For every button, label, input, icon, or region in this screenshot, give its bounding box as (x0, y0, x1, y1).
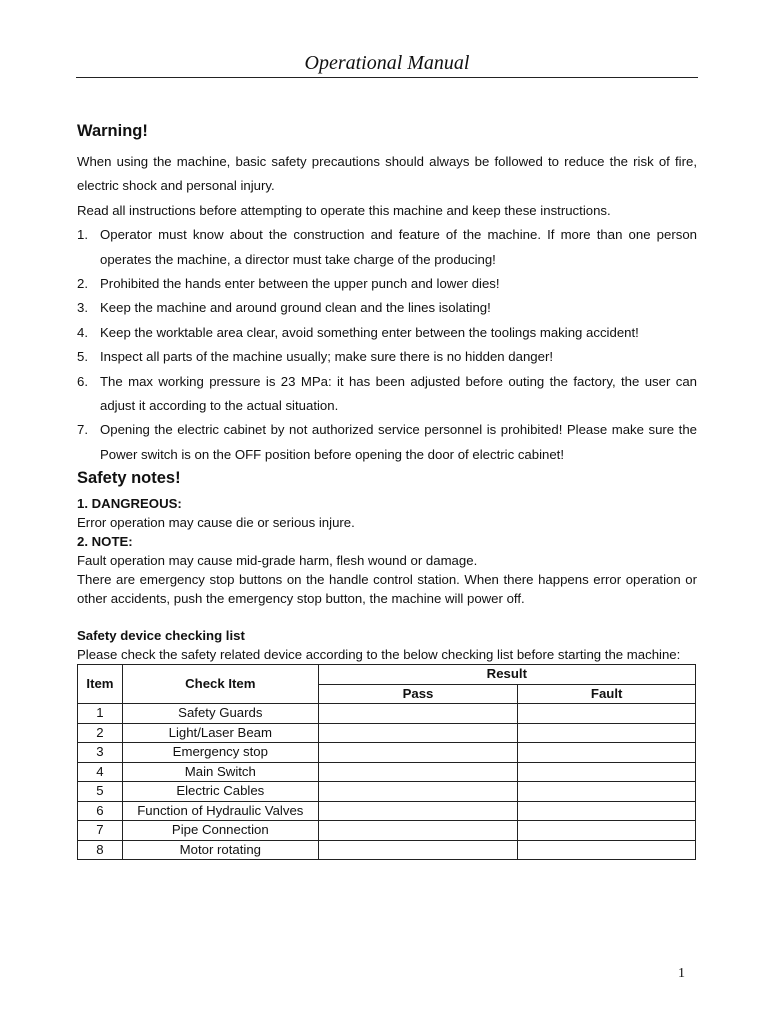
table-row: 1 Safety Guards (78, 704, 696, 724)
pass-cell[interactable] (318, 821, 518, 841)
checklist-heading: Safety device checking list (77, 628, 245, 644)
table-row: 3 Emergency stop (78, 743, 696, 763)
safety-checklist-table (77, 664, 696, 860)
list-item: 1. Operator must know about the construction and feature of the machine. If more than one person operates the machine, a director must take charge of the producing! (77, 227, 697, 267)
fault-cell[interactable] (518, 840, 696, 860)
emergency-stop-text: There are emergency stop buttons on the handle control station. When there happens error operation or other accidents, push the emergency stop button, the machine will power off. (77, 572, 697, 607)
checklist-intro: Please check the safety related device according to the below checking list before starting the machine: (77, 647, 681, 663)
list-item: 7. Opening the electric cabinet by not authorized service personnel is prohibited! Please make sure the Power switch is on the OFF position before opening the door of electric cabinet! (77, 422, 697, 462)
table-row: 7 Pipe Connection (78, 821, 696, 841)
list-item: 3. Keep the machine and around ground clean and the lines isolating! (77, 300, 491, 316)
dangerous-label: 1. DANGREOUS: (77, 496, 182, 512)
dangerous-text: Error operation may cause die or serious injure. (77, 515, 355, 531)
pass-cell[interactable] (318, 723, 518, 743)
header-fault: Fault (518, 684, 696, 704)
warning-intro-2: Read all instructions before attempting to operate this machine and keep these instructions. (77, 202, 611, 218)
fault-cell[interactable] (518, 821, 696, 841)
pass-cell[interactable] (318, 801, 518, 821)
list-item: 2. Prohibited the hands enter between the upper punch and lower dies! (77, 276, 500, 292)
table-row: 2 Light/Laser Beam (78, 723, 696, 743)
safety-notes-heading: Safety notes! (77, 469, 181, 488)
warning-heading: Warning! (77, 122, 148, 140)
table-row: 8 Motor rotating (78, 840, 696, 860)
pass-cell[interactable] (318, 782, 518, 802)
warning-intro-1: When using the machine, basic safety precautions should always be followed to reduce the risk of fire, electric shock and personal injury. (77, 154, 697, 194)
note-label: 2. NOTE: (77, 534, 133, 550)
page-header-title: Operational Manual (304, 52, 470, 74)
table-row: 5 Electric Cables (78, 782, 696, 802)
list-item: 5. Inspect all parts of the machine usually; make sure there is no hidden danger! (77, 349, 554, 365)
table-row: 6 Function of Hydraulic Valves (78, 801, 696, 821)
page-number: 1 (678, 966, 685, 981)
fault-cell[interactable] (518, 782, 696, 802)
warning-list (77, 223, 697, 467)
page-content (77, 122, 697, 860)
note-text: Fault operation may cause mid-grade harm, flesh wound or damage. (77, 553, 478, 569)
header-result: Result (318, 665, 695, 685)
pass-cell[interactable] (318, 762, 518, 782)
fault-cell[interactable] (518, 762, 696, 782)
header-item: Item (78, 665, 123, 704)
fault-cell[interactable] (518, 704, 696, 724)
fault-cell[interactable] (518, 743, 696, 763)
table-row: 4 Main Switch (78, 762, 696, 782)
pass-cell[interactable] (318, 704, 518, 724)
fault-cell[interactable] (518, 801, 696, 821)
list-item: 4. Keep the worktable area clear, avoid something enter between the toolings making accident! (77, 324, 639, 340)
header-check-item: Check Item (122, 665, 318, 704)
list-item: 6. The max working pressure is 23 MPa: it has been adjusted before outing the factory, the user can adjust it according to the actual situation. (77, 373, 697, 414)
pass-cell[interactable] (318, 743, 518, 763)
header-pass: Pass (318, 684, 518, 704)
header-rule (76, 77, 698, 78)
fault-cell[interactable] (518, 723, 696, 743)
pass-cell[interactable] (318, 840, 518, 860)
